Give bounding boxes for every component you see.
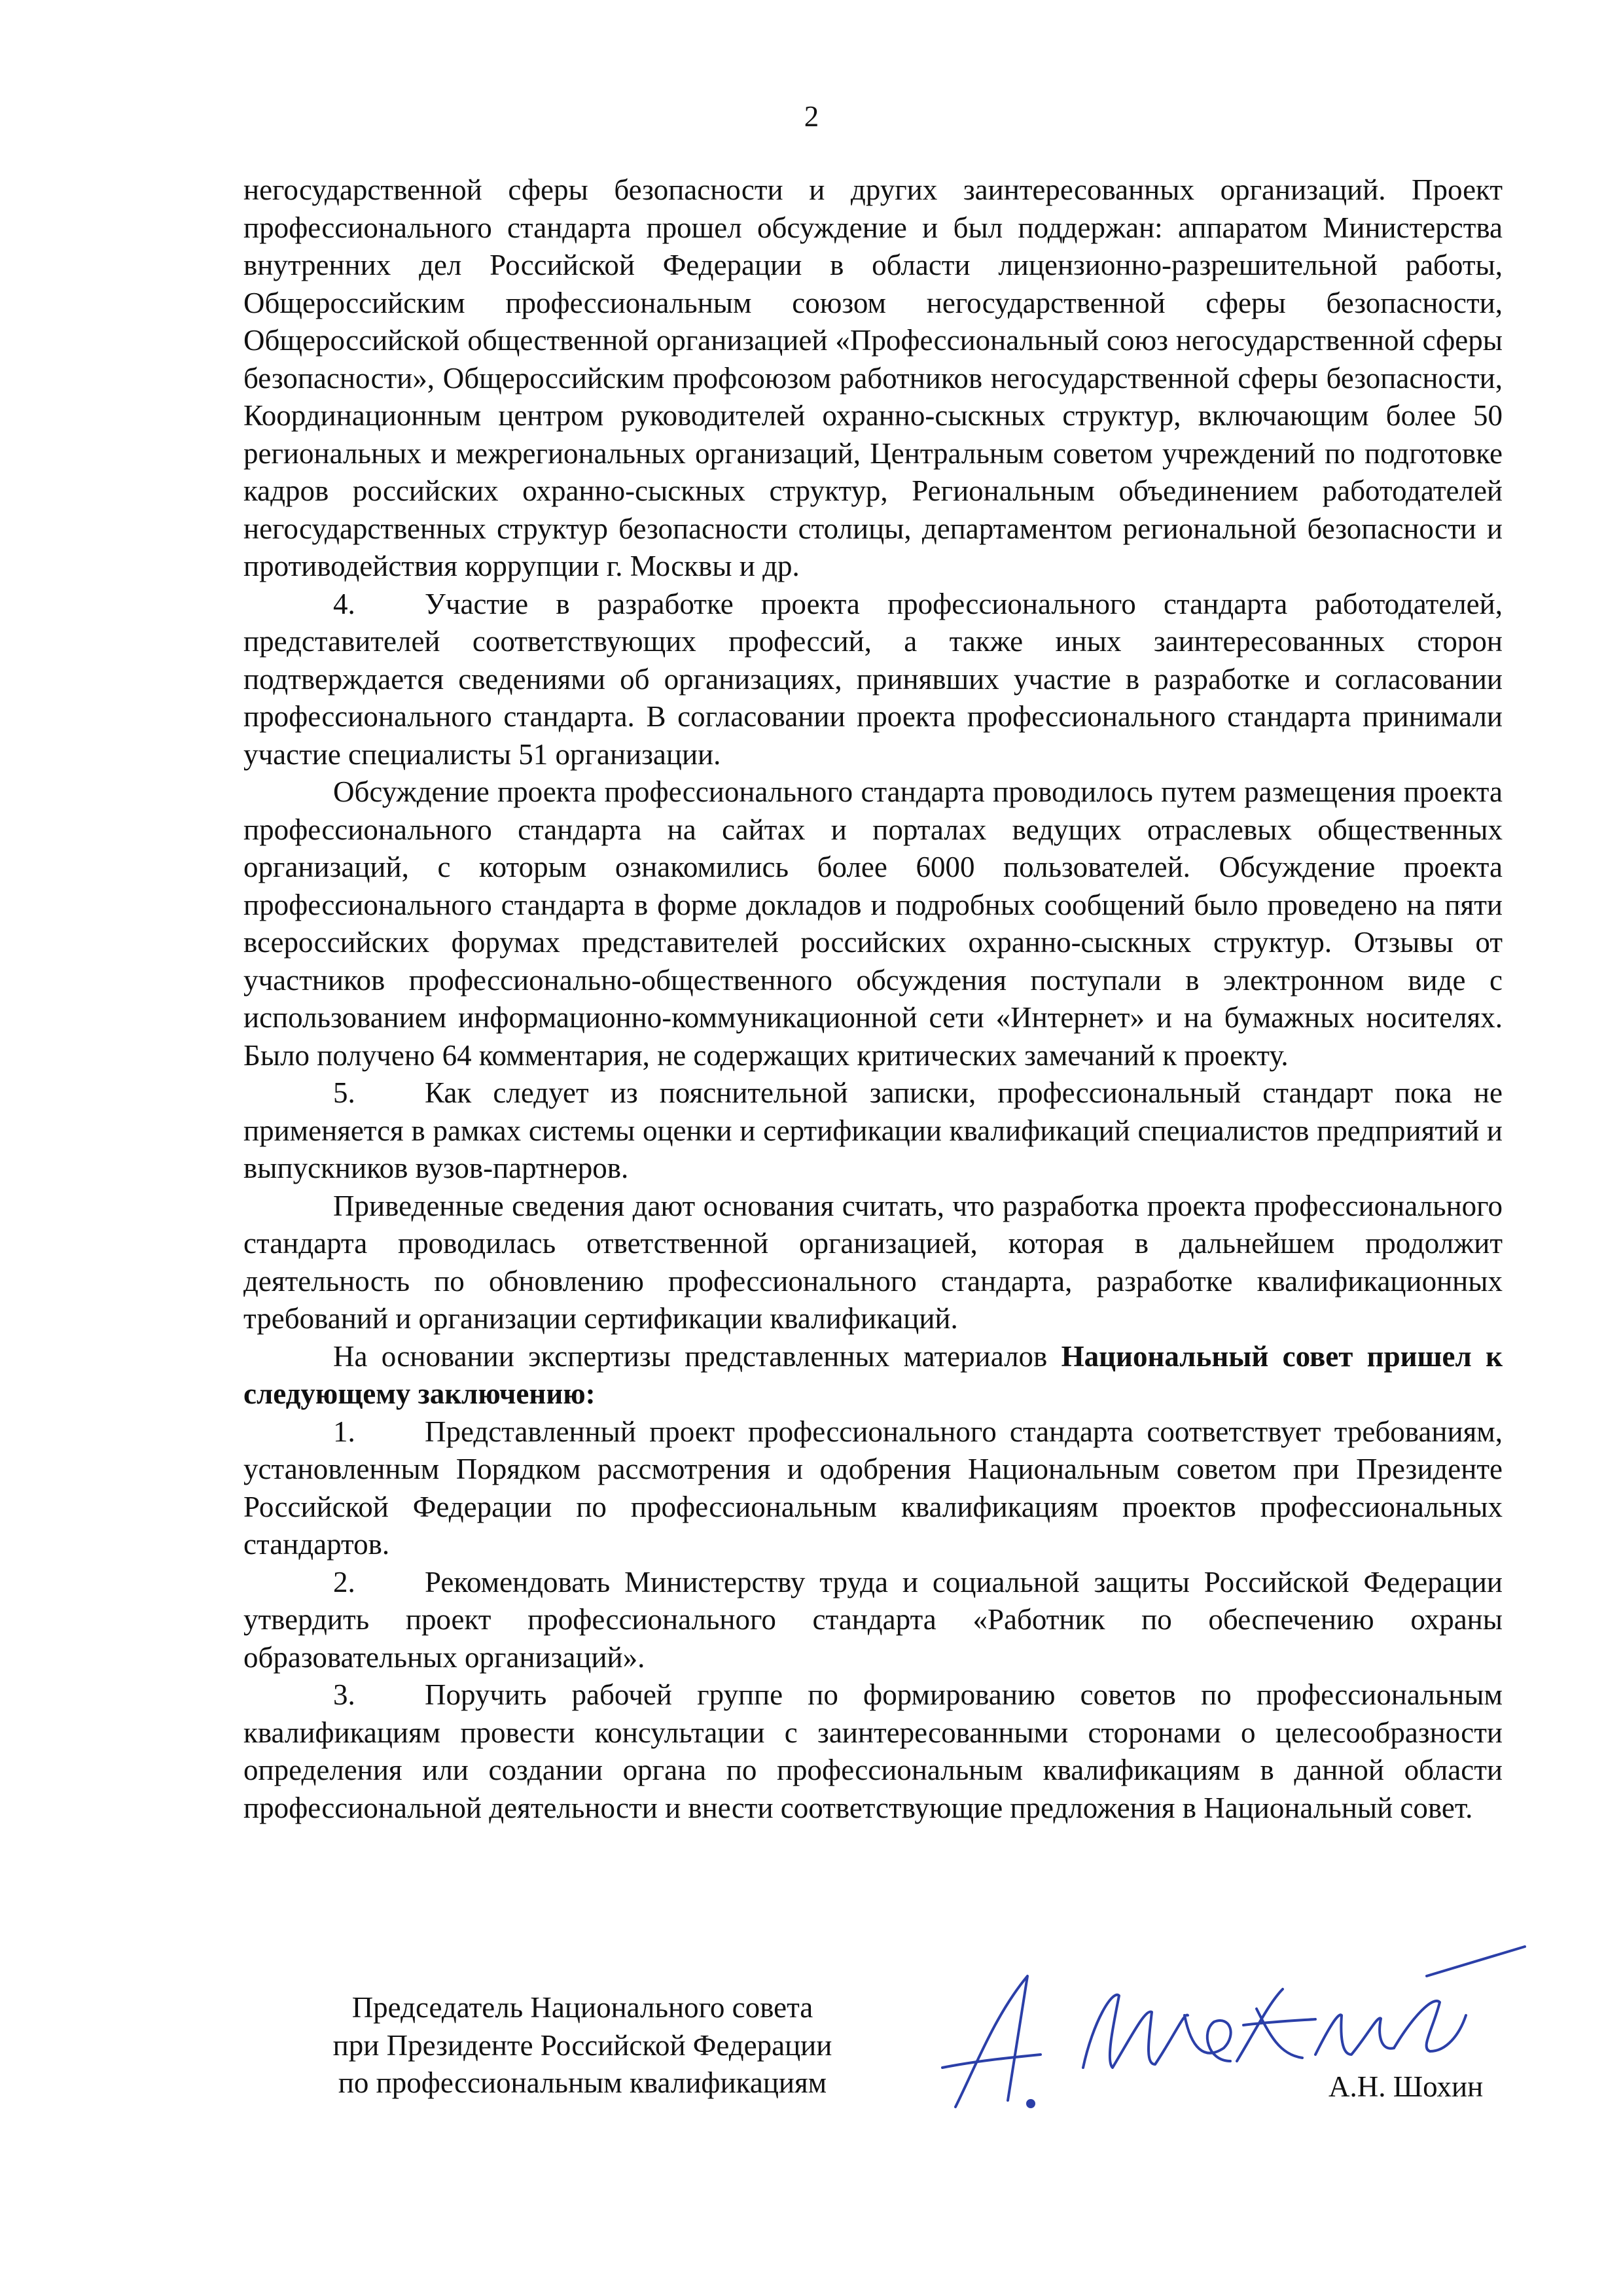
item-text: Рекомендовать Министерству труда и социальной защиты Российской Федерации утвердить проект профессионального стандарта «Работник по обеспечению охраны образовательных организаций».: [243, 1565, 1503, 1674]
signatory-title: [288, 1989, 877, 2102]
item-text: Участие в разработке проекта профессионального стандарта работодателей, представителей соответствующих профессий, а также иных заинтересованных сторон подтверждается сведениями об организациях, принявших участие в разработке и согласовании профессионального стандарта. В согласовании проекта профессионального стандарта принимали участие специалисты 51 организации.: [243, 587, 1503, 771]
paragraph-continuation: негосударственной сферы безопасности и других заинтересованных организаций. Проект профессионального стандарта прошел обсуждение и был поддержан: аппаратом Министерства внутренних дел Российской Федерации в области лицензионно-разрешительной работы, Общероссийским профессиональным союзом негосударственной сферы безопасности, Общероссийской общественной организацией «Профессиональный союз негосударственной сферы безопасности», Общероссийским профсоюзом работников негосударственной сферы безопасности, Координационным центром руководителей охранно-сыскных структур, включающим более 50 региональных и межрегиональных организаций, Центральным советом учреждений по подготовке кадров российских охранно-сыскных структур, Региональным объединением работодателей негосударственных структур безопасности столицы, департаментом региональной безопасности и противодействия коррупции г. Москвы и др.: [243, 173, 1503, 582]
paragraph-item-5: [243, 1074, 1503, 1188]
paragraph-discussion: Обсуждение проекта профессионального стандарта проводилось путем размещения проекта профессионального стандарта на сайтах и порталах ведущих отраслевых общественных организаций, с которым ознакомились более 6000 пользователей. Обсуждение проекта профессионального стандарта в форме докладов и подробных сообщений было проведено на пяти всероссийских форумах представителей российских охранно-сыскных структур. Отзывы от участников профессионально-общественного обсуждения поступали в электронном виде с использованием информационно-коммуникационной сети «Интернет» и на бумажных носителях. Было получено 64 комментария, не содержащих критических замечаний к проекту.: [243, 775, 1503, 1072]
conclusion-intro-bold: Национальный совет пришел к следующему заключению:: [243, 1339, 1503, 1410]
signatory-title-line-3: по профессиональным квалификациям: [338, 2066, 827, 2099]
conclusion-item-3: [243, 1676, 1503, 1827]
document-body: [243, 171, 1503, 1827]
handwritten-signature: [916, 1937, 1538, 2146]
item-number: 4.: [333, 587, 355, 620]
signatory-title-line-1: Председатель Национального совета: [351, 1991, 813, 2024]
conclusion-item-1: [243, 1413, 1503, 1564]
signatory-title-line-2: при Президенте Российской Федерации: [332, 2028, 832, 2062]
item-number: 1.: [333, 1415, 355, 1448]
signatory-name: А.Н. Шохин: [1329, 2070, 1484, 2103]
conclusion-item-2: [243, 1564, 1503, 1677]
item-text: Как следует из пояснительной записки, профессиональный стандарт пока не применяется в рамках системы оценки и сертификации квалификаций специалистов предприятий и выпускников вузов-партнеров.: [243, 1076, 1503, 1184]
item-number: 3.: [333, 1678, 355, 1711]
paragraph-item-4: [243, 586, 1503, 774]
paragraph-conclusion-intro: [243, 1338, 1503, 1413]
page-number: 2: [804, 100, 819, 133]
conclusion-intro-text: На основании экспертизы представленных материалов: [333, 1339, 1061, 1373]
item-number: 2.: [333, 1565, 355, 1598]
item-text: Поручить рабочей группе по формированию советов по профессиональным квалификациям провести консультации с заинтересованными сторонами о целесообразности определения или создании органа по профессиональным квалификациям в данной области профессиональной деятельности и внести соответствующие предложения в Национальный совет.: [243, 1678, 1503, 1824]
item-number: 5.: [333, 1076, 355, 1109]
item-text: Представленный проект профессионального стандарта соответствует требованиям, установленным Порядком рассмотрения и одобрения Национальным советом при Президенте Российской Федерации по профессиональным квалификациям проектов профессиональных стандартов.: [243, 1415, 1503, 1561]
paragraph-summary: Приведенные сведения дают основания считать, что разработка проекта профессионального стандарта проводилась ответственной организацией, которая в дальнейшем продолжит деятельность по обновлению профессионального стандарта, разработке квалификационных требований и организации сертификации квалификаций.: [243, 1189, 1503, 1335]
